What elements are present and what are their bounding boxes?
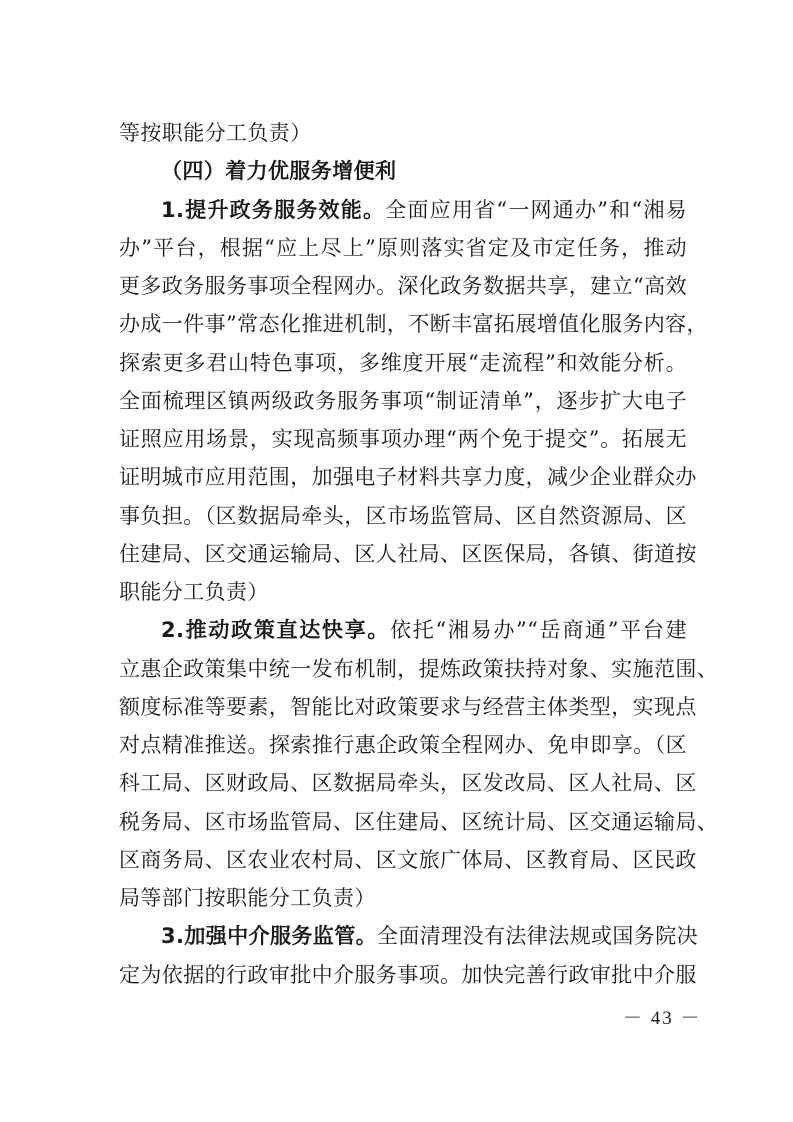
item-heading: 1.提升政务服务效能。 xyxy=(161,197,386,222)
text-line: 证明城市应用范围，加强电子材料共享力度，减少企业群众办 xyxy=(119,465,697,490)
text-line: 对点精准推送。探索推行惠企政策全程网办、免申即享。（区 xyxy=(119,733,687,757)
section-heading: （四）着力优服务增便利 xyxy=(161,159,397,184)
text-line: 区商务局、区农业农村局、区文旅广体局、区教育局、区民政 xyxy=(119,847,697,872)
text-run: 全面应用省“一网通办”和“湘易 xyxy=(385,197,687,222)
text-line: 等按职能分工负责） xyxy=(119,121,312,145)
text-line: 探索更多君山特色事项，多维度开展“走流程”和效能分析。 xyxy=(119,350,687,375)
item-heading: 2.推动政策直达快享。 xyxy=(161,618,391,643)
text-run: 依托“湘易办”“岳商通”平台建 xyxy=(390,618,687,643)
paragraph-2-first-line xyxy=(119,611,687,649)
text-line: 税务局、区市场监管局、区住建局、区统计局、区交通运输局、 xyxy=(119,809,719,834)
body-text xyxy=(119,114,719,994)
paragraph-1-first-line xyxy=(119,191,687,229)
text-line: 证照应用场景，实现高频事项办理“两个免于提交”。拓展无 xyxy=(119,427,687,451)
page-number: － 43 － xyxy=(623,1008,702,1029)
text-line: 更多政务服务事项全程网办。深化政务数据共享，建立“高效 xyxy=(119,274,687,298)
text-line: 住建局、区交通运输局、区人社局、区医保局，各镇、街道按 xyxy=(119,541,697,566)
text-line: 事负担。（区数据局牵头，区市场监管局、区自然资源局、区 xyxy=(119,503,687,528)
text-line: 科工局、区财政局、区数据局牵头，区发改局、区人社局、区 xyxy=(119,771,697,796)
text-line: 办成一件事”常态化推进机制，不断丰富拓展增值化服务内容， xyxy=(119,312,708,337)
text-line: 全面梳理区镇两级政务服务事项“制证清单”，逐步扩大电子 xyxy=(119,388,687,413)
item-heading: 3.加强中介服务监管。 xyxy=(161,924,377,949)
text-line: 办”平台，根据“应上尽上”原则落实省定及市定任务，推动 xyxy=(119,235,687,260)
text-line: 定为依据的行政审批中介服务事项。加快完善行政审批中介服 xyxy=(119,962,697,987)
text-line: 局等部门按职能分工负责） xyxy=(119,886,376,910)
text-line: 职能分工负责） xyxy=(119,580,269,604)
paragraph-3-first-line xyxy=(119,917,698,955)
text-line: 额度标准等要素，智能比对政策要求与经营主体类型，实现点 xyxy=(119,694,697,719)
text-line: 立惠企政策集中统一发布机制，提炼政策扶持对象、实施范围、 xyxy=(119,656,719,681)
text-run: 全面清理没有法律法规或国务院决 xyxy=(377,924,698,949)
